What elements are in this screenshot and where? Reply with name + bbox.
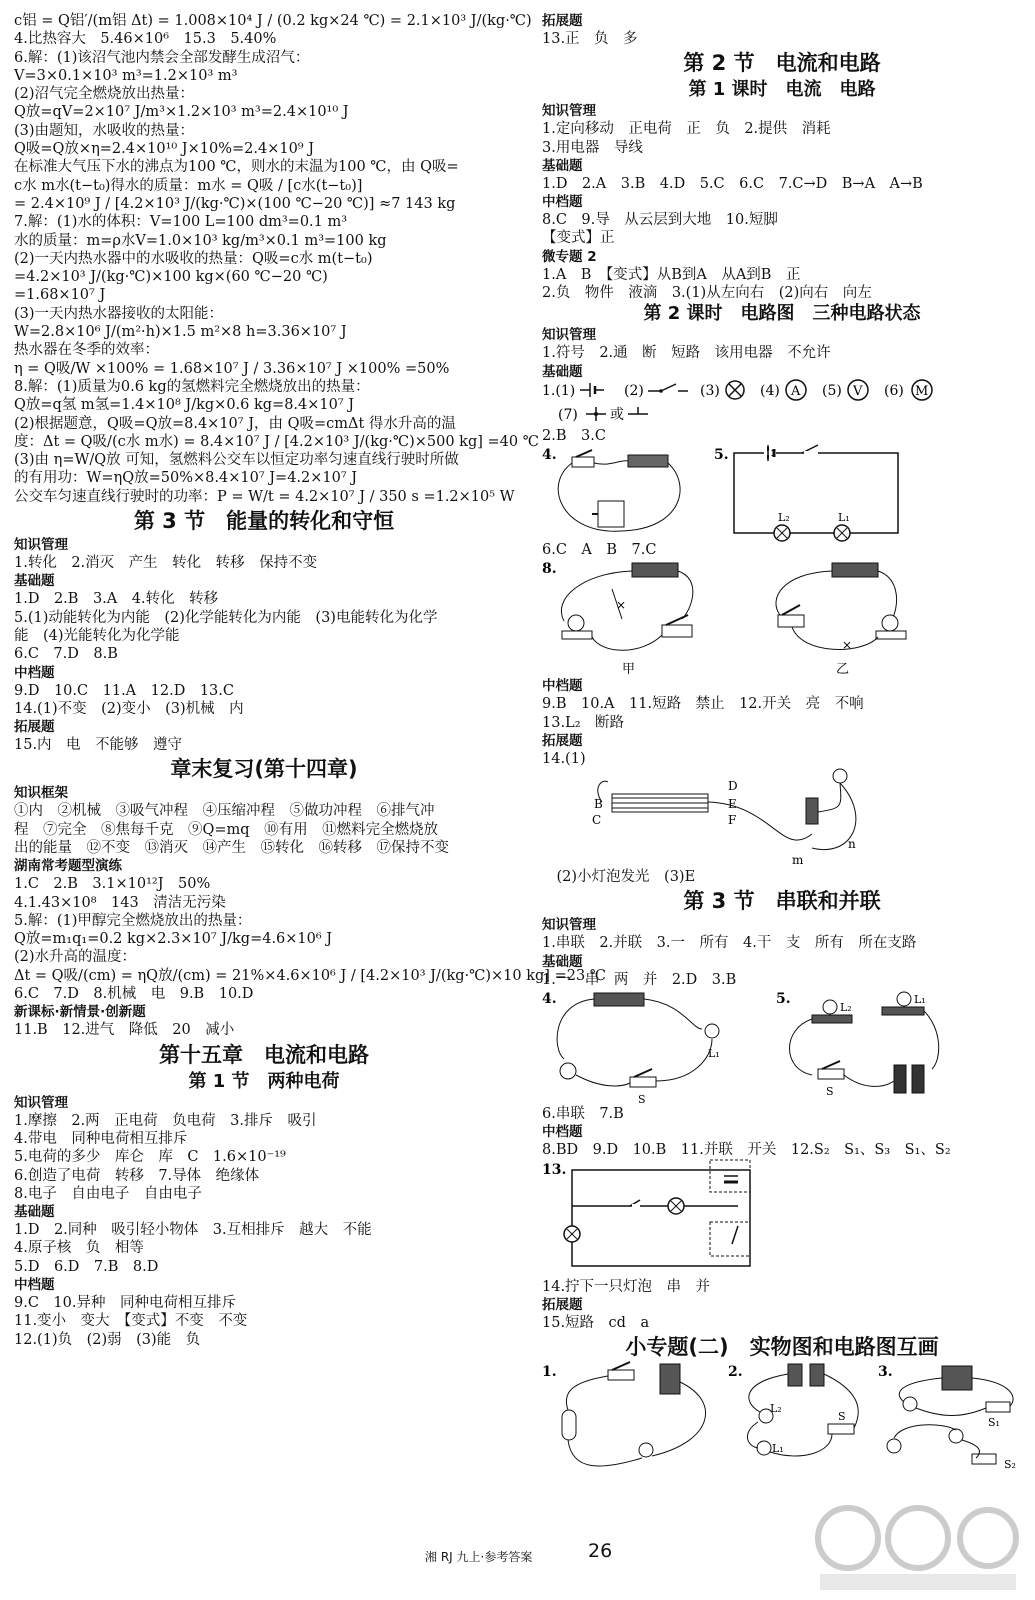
answer-line: 15.内 电 不能够 遵守	[14, 737, 183, 754]
subsection-label: 新课标·新情景·创新题	[14, 1004, 146, 1021]
terminal-label: E	[728, 797, 737, 812]
answer-line: 4.带电 同种电荷相互排斥	[14, 1130, 188, 1147]
subsection-label: 基础题	[542, 363, 583, 380]
watermark-logo	[800, 1500, 1020, 1595]
switch-device	[662, 625, 692, 637]
answer-line: (2)一天内热水器中的水吸收的热量：Q吸=c水 m(t−t₀)	[14, 250, 373, 267]
q4-q5-figures	[542, 445, 1022, 541]
switch-label: S	[638, 1093, 646, 1107]
answer-line: Q放=q氢 m氢=1.4×10⁸ J/kg×0.6 kg=8.4×10⁷ J	[14, 397, 355, 414]
answer-line: 1.串联 2.并联 3.一 所有 4.干 支 所有 所在支路	[542, 935, 917, 952]
subsection-label: 中档题	[542, 194, 583, 211]
symbol-label: (7)	[558, 406, 578, 423]
answer-line: 5.D 6.D 7.B 8.D	[14, 1258, 159, 1275]
lamp-label: L₁	[708, 1047, 720, 1061]
question-number: 1.	[542, 1364, 557, 1381]
answer-line: 3.用电器 导线	[542, 139, 643, 156]
q8-circuits	[542, 559, 1022, 677]
section-title: 小专题(二) 实物图和电路图互画	[625, 1335, 939, 1360]
answer-line: =4.2×10³ J/(kg·℃)×100 kg×(60 ℃−20 ℃)	[14, 269, 328, 286]
answer-line: 4.原子核 负 相等	[14, 1240, 144, 1257]
subsection-label: 知识管理	[542, 327, 596, 344]
answer-line: 1.符号 2.通 断 短路 该用电器 不允许	[542, 345, 831, 362]
switch-label: S	[826, 1085, 834, 1099]
switch-device	[778, 615, 804, 627]
q4-q5-series-parallel	[542, 989, 1022, 1105]
battery-box	[594, 993, 644, 1006]
answer-line: W=2.8×10⁶ J/(m²·h)×1.5 m²×8 h=3.36×10⁷ J	[14, 324, 347, 341]
answer-line: 6.C A B 7.C	[542, 541, 657, 558]
answer-line: (2)水升高的温度：	[14, 949, 137, 966]
subsection-label: 中档题	[14, 1277, 55, 1294]
subsection-label: 拓展题	[14, 719, 55, 736]
answer-line: 8.C 9.导 从云层到大地 10.短脚	[542, 212, 778, 229]
switch-label: S₂	[1004, 1458, 1016, 1472]
lamp-label: L₂	[778, 510, 790, 524]
svg-text:×: ×	[842, 638, 853, 653]
subsection-label: 中档题	[542, 678, 583, 695]
question-number: 8.	[542, 561, 557, 578]
section-title: 第 3 节 串联和并联	[683, 889, 881, 914]
subsection-label: 拓展题	[542, 13, 583, 29]
battery-box	[832, 563, 878, 577]
subsection-label: 微专题 2	[542, 248, 597, 265]
q13-circuit	[542, 1160, 1022, 1278]
switch-device	[572, 457, 594, 467]
subsection-label: 基础题	[542, 953, 583, 970]
symbol-label: (4)	[760, 382, 780, 399]
answer-line: 9.D 10.C 11.A 12.D 13.C	[14, 682, 234, 699]
switch-label: S	[838, 1410, 846, 1424]
answer-line: 【变式】正	[542, 230, 615, 247]
q14-wire-diagram	[542, 768, 1022, 868]
switch-label: S₁	[988, 1416, 1000, 1430]
answer-line: Q放=qV=2×10⁷ J/m³×1.2×10³ m³=2.4×10¹⁰ J	[14, 104, 349, 121]
dashed-box	[710, 1222, 750, 1256]
switch-device	[630, 1077, 656, 1087]
answer-line: 2.B 3.C	[542, 427, 606, 444]
answer-line: (2)根据题意，Q吸=Q放=8.4×10⁷ J，由 Q吸=cmΔt 得水升高的温	[14, 415, 456, 432]
battery-device	[894, 1065, 906, 1093]
answer-line: 12.(1)负 (2)弱 (3)能 负	[14, 1331, 201, 1348]
ammeter-letter: A	[791, 383, 801, 399]
wire-label: m	[792, 853, 804, 868]
battery-device	[660, 1364, 680, 1394]
answer-line: 在标准大气压下水的沸点为100 ℃，则水的末温为100 ℃，由 Q吸=	[14, 159, 459, 176]
answer-line: (2)沼气完全燃烧放出热量：	[14, 86, 195, 103]
figure-label: 甲	[622, 662, 636, 678]
battery-box	[628, 455, 668, 467]
switch-device	[828, 1424, 854, 1434]
answer-line: Δt = Q吸/(cm) = ηQ放/(cm) = 21%×4.6×10⁶ J / [4.2×10³ J/(kg·℃)×10 kg] =23 ℃	[14, 967, 607, 984]
answer-line: 度：Δt = Q吸/(c水 m水) = 8.4×10⁷ J / [4.2×10³ J/(kg·℃)×500 kg] =40 ℃	[14, 433, 539, 450]
battery-device	[912, 1065, 924, 1093]
circuit-symbols-figure	[542, 381, 1022, 427]
motor-letter: M	[915, 383, 929, 399]
series-parallel-figures	[542, 989, 1022, 1105]
mini-topic-figures	[542, 1362, 1022, 1478]
answer-line: 9.B 10.A 11.短路 禁止 12.开关 亮 不响	[542, 696, 864, 713]
subsection-label: 基础题	[14, 1204, 55, 1221]
question-number: 2.	[728, 1364, 743, 1381]
battery-box	[632, 563, 678, 577]
page-footer: 湘 RJ 九上·参考答案	[425, 1550, 533, 1564]
answer-line: (3)一天内热水器接收的太阳能：	[14, 305, 224, 322]
answer-line: 11.B 12.进气 降低 20 减小	[14, 1022, 235, 1039]
question-number: 4.	[542, 446, 557, 463]
answer-line: Q吸=Q放×η=2.4×10¹⁰ J×10%=2.4×10⁹ J	[14, 141, 315, 158]
subsection-label: 湖南常考题型演练	[14, 858, 122, 875]
switch-device	[972, 1454, 996, 1464]
answer-line: 5.电荷的多少 库仑 库 C 1.6×10⁻¹⁹	[14, 1149, 286, 1166]
answer-line: 6.解：(1)该沼气池内禁会全部发酵生成沼气：	[14, 49, 310, 66]
answer-line: 8.解：(1)质量为0.6 kg的氢燃料完全燃烧放出的热量：	[14, 378, 370, 395]
terminal-label: C	[592, 813, 602, 828]
voltmeter-letter: V	[853, 383, 863, 399]
bulb-device	[882, 615, 898, 631]
answer-line: ①内 ②机械 ③吸气冲程 ④压缩冲程 ⑤做功冲程 ⑥排气冲	[14, 803, 435, 820]
answer-line: 1.C 2.B 3.1×10¹²J 50%	[14, 876, 211, 893]
symbol-label: (3)	[700, 382, 720, 399]
section-title: 第 3 节 能量的转化和守恒	[133, 509, 395, 534]
answer-line: 8.BD 9.D 10.B 11.并联 开关 12.S₂ S₁、S₃ S₁、S₂	[542, 1142, 951, 1159]
subsection-label: 知识管理	[14, 537, 68, 554]
symbol-label: (6)	[884, 382, 904, 399]
section-title: 章末复习(第十四章)	[170, 757, 358, 782]
answer-line: 14.(1)	[542, 750, 586, 767]
subsection-label: 基础题	[14, 573, 55, 590]
subsection-label: 中档题	[14, 664, 55, 681]
bulb-device	[887, 1439, 901, 1453]
battery-device	[788, 1364, 802, 1386]
question-number: 5.	[776, 991, 791, 1008]
q14-figure	[542, 768, 1022, 868]
answer-line: 1.D 2.B 3.A 4.转化 转移	[14, 591, 219, 608]
answer-line: 1.摩擦 2.两 正电荷 负电荷 3.排斥 吸引	[14, 1112, 317, 1129]
symbol-label: (5)	[822, 382, 842, 399]
answer-line: (2)小灯泡发光 (3)E	[542, 869, 696, 886]
wire-label: n	[848, 837, 856, 852]
answer-line: 4.比热容大 5.46×10⁶ 15.3 5.40%	[14, 31, 277, 48]
answer-line: 6.串联 7.B	[542, 1106, 624, 1123]
lesson-title: 第 2 课时 电路图 三种电路状态	[643, 303, 921, 325]
answer-line: =1.68×10⁷ J	[14, 287, 106, 304]
answer-line: 1.转化 2.消灭 产生 转化 转移 保持不变	[14, 555, 318, 572]
bulb-device	[639, 1443, 653, 1457]
subsection-label: 基础题	[542, 157, 583, 174]
mini-topic-circuits	[542, 1362, 1022, 1478]
question-number: 4.	[542, 991, 557, 1008]
bulb-device	[568, 615, 584, 631]
subsection-label: 知识管理	[14, 1094, 68, 1111]
lamp-label: L₁	[772, 1442, 784, 1456]
symbol-label: 或	[610, 406, 624, 423]
answer-line: 9.C 10.异种 同种电荷相互排斥	[14, 1295, 236, 1312]
bulb-device	[560, 1063, 576, 1079]
answer-line: = 2.4×10⁹ J / [4.2×10³ J/(kg·℃)×(100 ℃−20 ℃)] ≈7 143 kg	[14, 195, 456, 212]
answer-line: 公交车匀速直线行驶时的功率：P = W/t = 4.2×10⁷ J / 350 s =1.2×10⁵ W	[14, 488, 515, 505]
answer-line: 13.正 负 多	[542, 31, 638, 47]
terminal-label: F	[728, 813, 737, 828]
answer-line: Q放=m₁q₁=0.2 kg×2.3×10⁷ J/kg=4.6×10⁶ J	[14, 931, 333, 948]
question-number: 5.	[714, 446, 729, 463]
section-title: 第十五章 电流和电路	[159, 1042, 369, 1067]
bulb-device	[833, 769, 847, 783]
page-number: 26	[588, 1540, 613, 1562]
answer-line: 1.D 2.同种 吸引轻小物体 3.互相排斥 越大 不能	[14, 1222, 372, 1239]
answer-line: 6.C 7.D 8.机械 电 9.B 10.D	[14, 986, 254, 1003]
symbol-label: (2)	[624, 382, 644, 399]
answer-line: 5.(1)动能转化为内能 (2)化学能转化为内能 (3)电能转化为化学	[14, 609, 438, 626]
answer-line: 14.拧下一只灯泡 串 并	[542, 1278, 711, 1295]
bulb-device	[823, 1000, 837, 1014]
q4-q5-circuits	[542, 445, 1022, 541]
answer-line: 能 (4)光能转化为化学能	[14, 627, 180, 644]
answer-line: (3)由题知，水吸收的热量：	[14, 122, 195, 139]
answer-line: η = Q吸/W ×100% = 1.68×10⁷ J / 3.36×10⁷ J ×100% =50%	[14, 360, 450, 377]
bulb-device	[897, 992, 911, 1006]
battery-device	[942, 1366, 972, 1390]
battery-device	[806, 798, 818, 824]
subsection-label: 拓展题	[542, 1296, 583, 1313]
answer-line: 7.解：(1)水的体积：V=100 L=100 dm³=0.1 m³	[14, 214, 348, 231]
question-number: 13.	[542, 1161, 567, 1178]
symbol-label: 1.(1)	[542, 382, 576, 399]
section-title: 第 2 节 电流和电路	[683, 51, 881, 76]
lamp-label: L₁	[838, 510, 850, 524]
subsection-label: 拓展题	[542, 732, 583, 749]
subsection-label: 知识框架	[14, 785, 68, 802]
answer-line: 15.短路 cd a	[542, 1314, 650, 1331]
bulb-device	[949, 1429, 963, 1443]
svg-text:×: ×	[616, 598, 627, 613]
subsection-label: 知识管理	[542, 103, 596, 120]
answer-line: 的有用功：W=ηQ放=50%×8.4×10⁷ J=4.2×10⁷ J	[14, 470, 358, 487]
answer-line: 14.(1)不变 (2)变小 (3)机械 内	[14, 700, 244, 717]
answer-line: 6.创造了电荷 转移 7.导体 绝缘体	[14, 1167, 260, 1184]
answer-line: 出的能量 ⑫不变 ⑬消灭 ⑭产生 ⑮转化 ⑯转移 ⑰保持不变	[14, 839, 449, 856]
answer-line: 4.1.43×10⁸ 143 清洁无污染	[14, 894, 226, 911]
answer-line: 11.变小 变大 【变式】不变 不变	[14, 1313, 248, 1330]
figure-label: 乙	[836, 662, 850, 678]
lesson-title: 第 1 课时 电流 电路	[688, 79, 876, 101]
answer-line: 6.C 7.D 8.B	[14, 646, 118, 663]
answer-line: 1.A B 【变式】从B到A 从A到B 正	[542, 266, 801, 283]
switch-device	[818, 1069, 844, 1079]
answer-line: c水 m水(t−t₀)得水的质量：m水 = Q吸 / [c水(t−t₀)]	[14, 177, 363, 194]
q13-figure	[542, 1160, 1022, 1278]
subsection-label: 中档题	[542, 1124, 583, 1141]
switch-device	[986, 1402, 1010, 1412]
lesson-title: 第 1 节 两种电荷	[188, 1070, 340, 1092]
answer-line: 热水器在冬季的效率：	[14, 342, 159, 359]
lamp-label: L₂	[770, 1402, 782, 1416]
answer-line: 8.电子 自由电子 自由电子	[14, 1185, 202, 1202]
terminal-label: B	[594, 797, 603, 812]
answer-line: c铝 = Q铝′/(m铝 Δt) = 1.008×10⁴ J / (0.2 kg×24 ℃) = 2.1×10³ J/(kg·℃)	[14, 13, 532, 29]
answer-line: 13.L₂ 断路	[542, 714, 625, 731]
answer-line: 1.一 串 两 并 2.D 3.B	[542, 971, 737, 988]
answer-line: 水的质量：m=ρ水V=1.0×10³ kg/m³×0.1 m³=100 kg	[14, 232, 387, 249]
circuit-symbols	[542, 381, 1022, 427]
q5-circuit	[734, 453, 898, 533]
battery-device	[810, 1364, 824, 1386]
bulb-device	[705, 1024, 719, 1038]
answer-line: 1.定向移动 正电荷 正 负 2.提供 消耗	[542, 121, 831, 138]
answer-line: 5.解：(1)甲醇完全燃烧放出的热量：	[14, 912, 252, 929]
bulb-device	[757, 1441, 771, 1455]
question-number: 3.	[878, 1364, 893, 1381]
answer-line: (3)由 η=W/Q放 可知，氢燃料公交车以恒定功率匀速直线行驶时所做	[14, 452, 459, 469]
terminal-label: D	[728, 779, 738, 794]
q13-outer-loop	[572, 1170, 750, 1266]
lamp-label: L₂	[840, 1001, 852, 1015]
right-column	[542, 12, 1022, 1478]
lamp-label: L₁	[914, 993, 926, 1007]
answer-line: 2.负 物件 液滴 3.(1)从左向右 (2)向右 向左	[542, 285, 872, 302]
answer-line: 1.D 2.A 3.B 4.D 5.C 6.C 7.C→D B→A A→B	[542, 175, 923, 192]
bulb-device	[903, 1397, 917, 1411]
answer-line: V=3×0.1×10³ m³=1.2×10³ m³	[14, 67, 238, 84]
answer-line: 程 ⑦完全 ⑧焦每千克 ⑨Q=mq ⑩有用 ⑪燃料完全燃烧放	[14, 821, 439, 838]
led-device	[562, 1410, 576, 1440]
subsection-label: 知识管理	[542, 917, 596, 934]
motor-device	[598, 501, 624, 527]
switch-device	[608, 1370, 634, 1380]
q8-figure	[542, 559, 1022, 677]
